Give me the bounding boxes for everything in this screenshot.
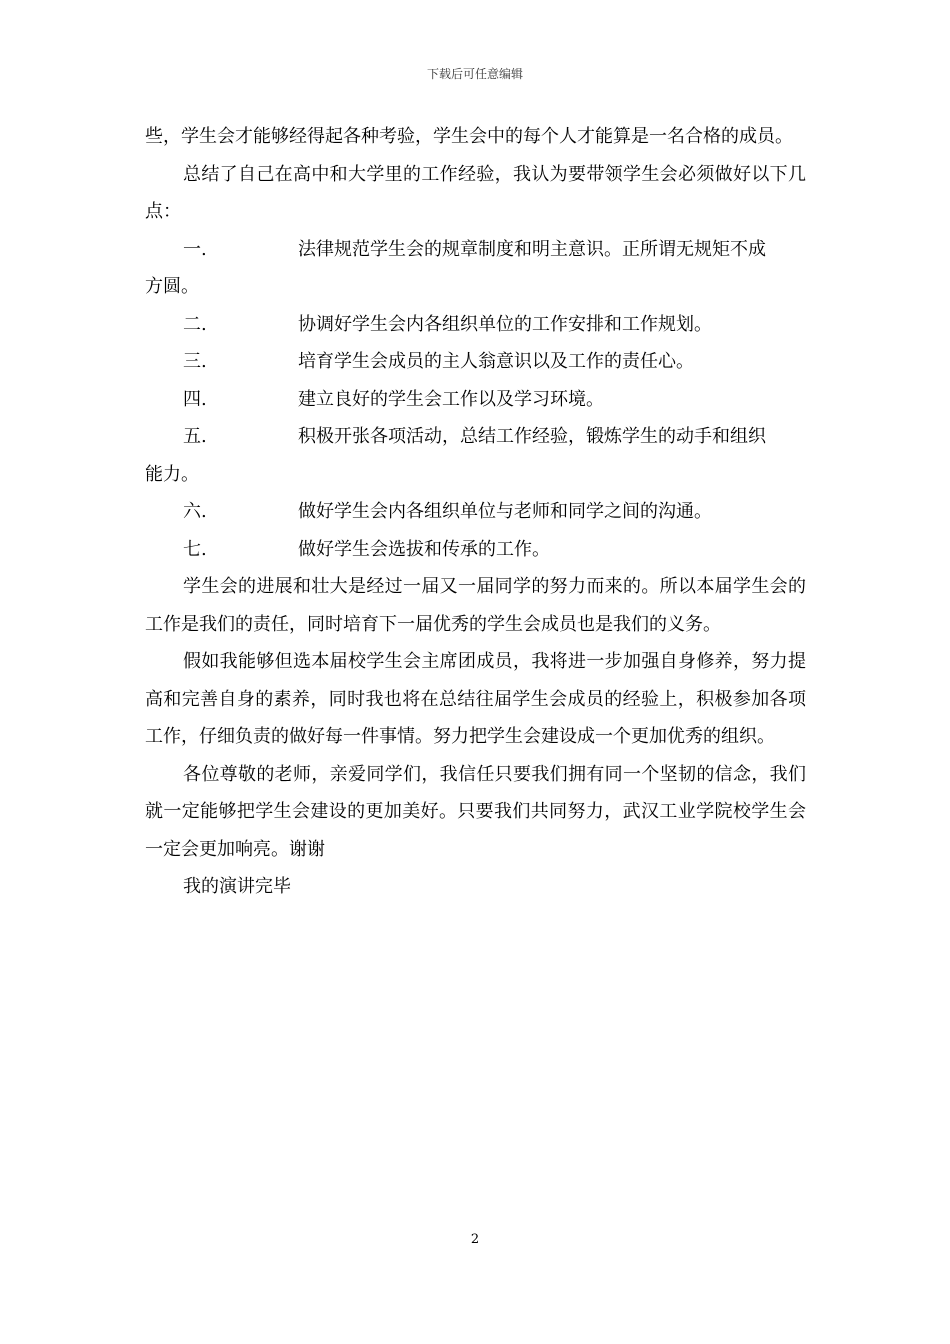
list-number: 六.	[183, 501, 207, 522]
list-text: 做好学生会内各组织单位与老师和同学之间的沟通。	[298, 501, 712, 522]
paragraph-end: 我的演讲完毕	[183, 876, 291, 897]
list-text: 建立良好的学生会工作以及学习环境。	[298, 388, 604, 410]
list-item-1	[145, 231, 806, 269]
page-number: 2	[470, 1232, 480, 1247]
paragraph-commitment: 假如我能够但选本届校学生会主席团成员，我将进一步加强自身修养，努力提高和完善自身的素养，同时我也将在总结往届学生会成员的经验上，积极参加各项工作，仔细负责的做好每一件事情。努力把学生会建设成一个更加优秀的组织。	[145, 651, 806, 747]
paragraph-continuation: 些，学生会才能够经得起各种考验，学生会中的每个人才能算是一名合格的成员。	[145, 126, 793, 147]
paragraph-development: 学生会的进展和壮大是经过一届又一届同学的努力而来的。所以本届学生会的工作是我们的责任，同时培育下一届优秀的学生会成员也是我们的义务。	[145, 576, 806, 635]
paragraph-intro: 总结了自己在高中和大学里的工作经验，我认为要带领学生会必须做好以下几点：	[145, 163, 806, 222]
list-item-2	[145, 306, 806, 344]
list-text: 做好学生会选拔和传承的工作。	[298, 538, 550, 560]
list-number: 一.	[183, 238, 207, 260]
list-text: 培育学生会成员的主人翁意识以及工作的责任心。	[298, 351, 694, 372]
list-item-6	[145, 493, 806, 531]
list-text: 协调好学生会内各组织单位的工作安排和工作规划。	[298, 313, 712, 335]
list-number: 五.	[183, 426, 207, 447]
list-text: 法律规范学生会的规章制度和明主意识。正所谓无规矩不成	[298, 238, 766, 260]
list-item-3	[145, 343, 806, 381]
list-number: 二.	[183, 313, 207, 335]
list-item-5-continuation: 能力。	[145, 463, 199, 485]
list-number: 四.	[183, 388, 207, 410]
list-item-7	[145, 531, 806, 569]
list-item-5	[145, 418, 806, 456]
list-item-4	[145, 381, 806, 419]
document-body	[145, 118, 806, 906]
paragraph-closing: 各位尊敬的老师，亲爱同学们，我信任只要我们拥有同一个坚韧的信念，我们就一定能够把学生会建设的更加美好。只要我们共同努力，武汉工业学院校学生会一定会更加响亮。谢谢	[145, 763, 806, 860]
list-text: 积极开张各项活动，总结工作经验，锻炼学生的动手和组织	[298, 426, 766, 447]
list-item-1-continuation: 方圆。	[145, 276, 199, 297]
page-header: 下载后可任意编辑	[426, 67, 523, 81]
list-number: 三.	[183, 351, 207, 372]
list-number: 七.	[183, 538, 207, 560]
